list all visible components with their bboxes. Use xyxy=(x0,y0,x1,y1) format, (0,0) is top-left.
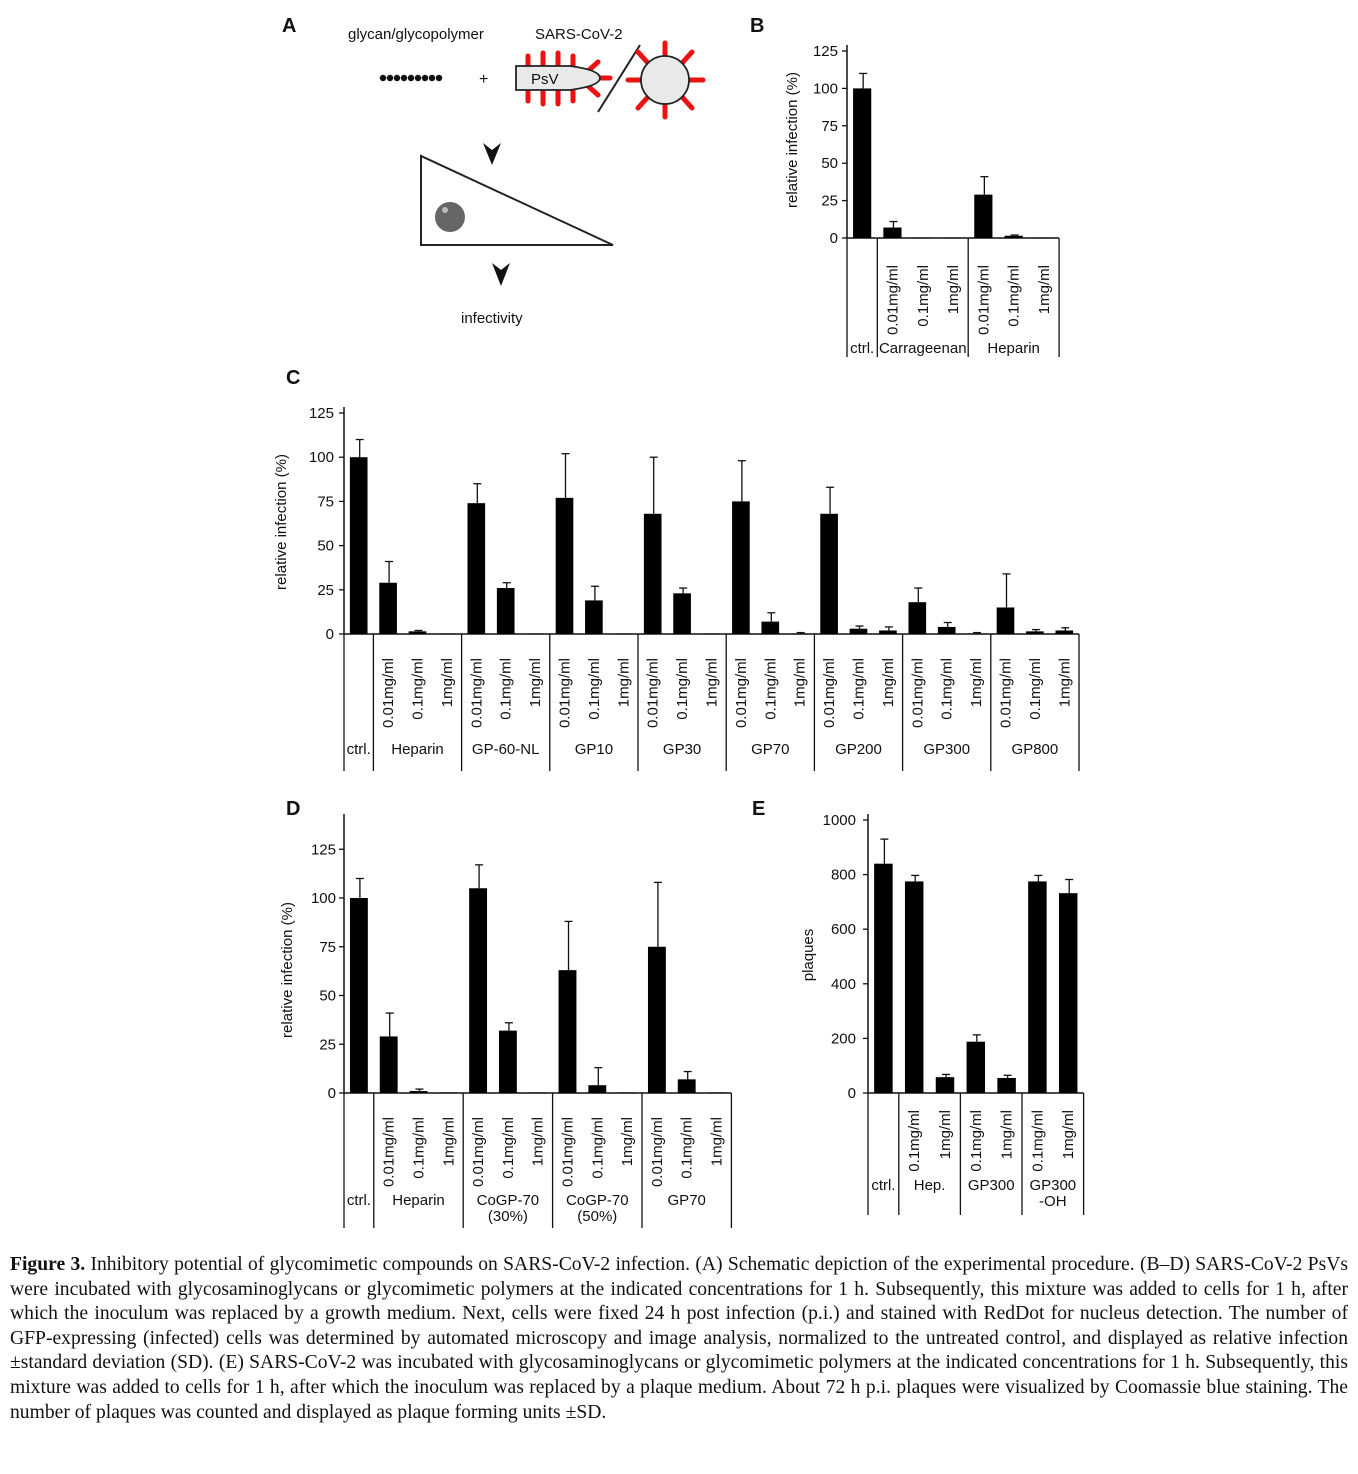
bar xyxy=(1026,631,1044,634)
group-label: CoGP-70 xyxy=(476,1192,540,1209)
bar xyxy=(1055,630,1073,634)
bar xyxy=(380,1036,398,1093)
virus-label: SARS-CoV-2 xyxy=(535,26,623,43)
y-tick-label: 0 xyxy=(327,1085,336,1102)
chart-c xyxy=(273,405,1079,771)
group-label: ctrl. xyxy=(346,1192,371,1209)
y-tick-label: 100 xyxy=(308,449,334,467)
chart-b xyxy=(784,43,1059,357)
bar xyxy=(938,627,956,634)
x-tick-label: 1mg/ml xyxy=(619,1117,637,1167)
group-label: ctrl. xyxy=(346,741,371,758)
x-tick-label: 0.01mg/ml xyxy=(556,658,574,729)
bar xyxy=(944,238,962,239)
x-tick-label: 0.01mg/ml xyxy=(559,1117,577,1188)
bar xyxy=(350,457,368,634)
x-tick-label: 0.01mg/ml xyxy=(380,658,398,729)
x-tick-label: 0.01mg/ml xyxy=(884,265,902,336)
y-tick-label: 600 xyxy=(830,921,856,939)
group-label: GP300 xyxy=(923,741,971,758)
x-tick-label: 1mg/ml xyxy=(615,658,633,708)
bar xyxy=(409,631,427,634)
y-tick-label: 25 xyxy=(821,192,838,210)
group-label: Carrageenan xyxy=(878,340,967,357)
x-tick-label: 0.1mg/ml xyxy=(678,1117,696,1179)
bar xyxy=(853,88,871,238)
bar xyxy=(614,633,632,634)
bar xyxy=(761,622,779,634)
bar xyxy=(879,630,897,634)
group-label: (30%) xyxy=(487,1208,528,1225)
y-tick-label: 125 xyxy=(812,43,838,60)
y-tick-label: 100 xyxy=(310,890,336,907)
bar xyxy=(556,498,574,634)
bar xyxy=(588,1085,606,1093)
y-tick-label: 0 xyxy=(325,626,334,643)
bar xyxy=(526,633,544,634)
bar xyxy=(997,607,1015,634)
bar xyxy=(1005,236,1023,238)
panel-letter-a: A xyxy=(282,15,297,37)
glycan-chain-icon xyxy=(380,75,442,81)
x-tick-label: 0.1mg/ml xyxy=(674,658,692,720)
x-tick-label: 1mg/ml xyxy=(529,1117,547,1167)
bar xyxy=(905,881,923,1093)
group-label: GP70 xyxy=(667,1192,706,1209)
y-tick-label: 75 xyxy=(319,938,336,956)
x-tick-label: 0.1mg/ml xyxy=(409,658,427,720)
x-tick-label: 0.1mg/ml xyxy=(906,1110,924,1172)
bar xyxy=(1059,893,1077,1093)
x-tick-label: 1mg/ml xyxy=(440,1117,458,1167)
virion-icon xyxy=(628,43,703,117)
group-label: Heparin xyxy=(392,1192,445,1209)
bar xyxy=(497,588,515,634)
x-tick-label: 0.1mg/ml xyxy=(938,658,956,720)
bar xyxy=(874,864,892,1093)
bar xyxy=(585,600,603,634)
bar xyxy=(467,503,485,634)
infectivity-label: infectivity xyxy=(461,310,523,327)
group-label: (50%) xyxy=(577,1208,618,1225)
x-tick-label: 0.01mg/ml xyxy=(468,658,486,729)
caption-label: Figure 3. xyxy=(10,1254,86,1275)
y-tick-label: 75 xyxy=(821,117,838,135)
y-tick-label: 25 xyxy=(319,1036,336,1054)
x-tick-label: 0.01mg/ml xyxy=(975,265,993,336)
x-tick-label: 0.01mg/ml xyxy=(648,1117,666,1188)
x-tick-label: 0.1mg/ml xyxy=(1026,658,1044,720)
x-tick-label: 1mg/ml xyxy=(945,265,963,315)
group-label: GP200 xyxy=(835,741,882,758)
bar xyxy=(350,898,368,1093)
x-tick-label: 0.1mg/ml xyxy=(499,1117,517,1179)
group-label: GP800 xyxy=(1011,741,1059,758)
x-tick-label: 1mg/ml xyxy=(703,658,721,708)
panel-letter-d: D xyxy=(286,798,301,820)
chart-e xyxy=(800,812,1084,1215)
bar xyxy=(499,1031,517,1093)
y-tick-label: 25 xyxy=(317,581,334,599)
nucleus-icon xyxy=(435,202,465,232)
y-tick-label: 0 xyxy=(829,230,838,247)
bar xyxy=(678,1079,696,1093)
group-label: CoGP-70 xyxy=(566,1192,629,1209)
x-tick-label: 1mg/ml xyxy=(1035,265,1053,315)
x-tick-label: 0.1mg/ml xyxy=(589,1117,607,1179)
bar xyxy=(673,593,691,634)
bar xyxy=(974,195,992,238)
x-tick-label: 0.1mg/ml xyxy=(914,265,932,327)
y-tick-label: 400 xyxy=(830,975,856,993)
x-tick-label: 0.01mg/ml xyxy=(732,658,750,729)
y-tick-label: 75 xyxy=(317,493,334,511)
psv-particle-icon xyxy=(516,53,610,104)
bar xyxy=(644,514,662,634)
bar xyxy=(559,970,577,1093)
bar xyxy=(997,1078,1015,1093)
bar xyxy=(1028,881,1046,1093)
bar xyxy=(703,633,721,634)
y-axis-title: plaques xyxy=(800,928,817,982)
x-tick-label: 0.1mg/ml xyxy=(850,658,868,720)
y-tick-label: 800 xyxy=(830,866,856,884)
bar xyxy=(618,1092,636,1093)
chart-d xyxy=(279,814,731,1228)
bar xyxy=(529,1092,547,1093)
bar xyxy=(1035,238,1053,239)
x-tick-label: 0.01mg/ml xyxy=(380,1117,398,1188)
panel-letter-c: C xyxy=(286,367,301,389)
x-tick-label: 0.1mg/ml xyxy=(410,1117,428,1179)
x-tick-label: 0.01mg/ml xyxy=(997,658,1015,729)
x-tick-label: 0.1mg/ml xyxy=(497,658,515,720)
x-tick-label: 0.01mg/ml xyxy=(909,658,927,729)
x-tick-label: 0.01mg/ml xyxy=(644,658,662,729)
x-tick-label: 0.1mg/ml xyxy=(1005,265,1023,327)
group-label: -OH xyxy=(1039,1193,1067,1210)
bar xyxy=(410,1091,428,1093)
group-label: GP30 xyxy=(662,741,702,758)
group-label: ctrl. xyxy=(850,340,875,357)
bar xyxy=(732,501,750,634)
x-tick-label: 1mg/ml xyxy=(708,1117,726,1167)
figure-caption xyxy=(10,1253,1348,1425)
bar xyxy=(708,1092,726,1093)
bar xyxy=(883,228,901,238)
y-tick-label: 125 xyxy=(310,841,336,859)
group-label: GP70 xyxy=(751,741,790,758)
bar xyxy=(379,583,397,634)
group-label: Heparin xyxy=(987,340,1040,357)
x-tick-label: 0.1mg/ml xyxy=(967,1110,985,1172)
bar xyxy=(936,1077,954,1093)
bar xyxy=(791,633,809,634)
x-tick-label: 1mg/ml xyxy=(1060,1110,1078,1160)
group-label: GP10 xyxy=(574,741,614,758)
group-label: Heparin xyxy=(391,741,444,758)
x-tick-label: 1mg/ml xyxy=(879,658,897,708)
y-tick-label: 50 xyxy=(821,155,838,173)
bar xyxy=(967,633,985,634)
bar xyxy=(438,633,456,634)
bar xyxy=(908,602,926,634)
y-axis-title: relative infection (%) xyxy=(273,454,290,590)
y-axis-title: relative infection (%) xyxy=(784,72,801,208)
x-tick-label: 0.1mg/ml xyxy=(585,658,603,720)
group-label: GP300 xyxy=(967,1177,1015,1194)
psv-label: PsV xyxy=(531,71,559,88)
bar xyxy=(439,1092,457,1093)
group-label: ctrl. xyxy=(871,1177,896,1194)
x-tick-label: 1mg/ml xyxy=(937,1110,954,1160)
bar xyxy=(469,888,487,1093)
y-tick-label: 200 xyxy=(830,1030,856,1048)
x-tick-label: 0.1mg/ml xyxy=(762,658,780,720)
x-tick-label: 0.01mg/ml xyxy=(470,1117,488,1188)
panel-letter-b: B xyxy=(750,15,765,37)
y-axis-title: relative infection (%) xyxy=(279,902,296,1038)
x-tick-label: 1mg/ml xyxy=(1056,658,1074,708)
group-label: GP300 xyxy=(1029,1177,1077,1194)
x-tick-label: 1mg/ml xyxy=(791,658,809,708)
y-tick-label: 0 xyxy=(847,1085,856,1102)
group-label: GP-60-NL xyxy=(471,741,540,758)
bar xyxy=(820,514,838,634)
x-tick-label: 1mg/ml xyxy=(438,658,456,708)
y-tick-label: 50 xyxy=(319,987,336,1005)
caption-text: Inhibitory potential of glycomimetic compounds on SARS-CoV-2 infection. (A) Schematic depiction of the experimental procedure. (B–D) SARS-CoV-2 PsVs were incubated with glycosaminoglycans or glycomimetic polymers at the indicated concentrations for 1 h. Subsequently, this mixture was added to cells for 1 h, after which the inoculum was replaced by a growth medium. Next, cells were fixed 24 h post infection (p.i.) and stained with RedDot for nucleus detection. The number of GFP-expressing (infected) cells was determined by automated microscopy and image analysis, normalized to the untreated control, and displayed as relative infection ±standard deviation (SD). (E) SARS-CoV-2 was incubated with glycosaminoglycans or glycomimetic polymers at the indicated concentrations for 1 h. Subsequently, this mixture was added to cells for 1 h, after which the inoculum was replaced by a plaque medium. About 72 h p.i. plaques were visualized by Coomassie blue staining. The number of plaques was counted and displayed as plaque forming units ±SD. xyxy=(10,1254,1348,1423)
bar xyxy=(967,1042,985,1093)
plus-sign: + xyxy=(479,71,489,88)
group-label: Hep. xyxy=(913,1177,946,1194)
x-tick-label: 1mg/ml xyxy=(998,1110,1016,1160)
y-tick-label: 100 xyxy=(812,80,838,98)
x-tick-label: 1mg/ml xyxy=(968,658,986,708)
y-tick-label: 125 xyxy=(308,405,334,422)
bar xyxy=(914,238,932,239)
y-tick-label: 50 xyxy=(317,537,334,555)
bar xyxy=(850,629,868,634)
bar xyxy=(648,947,666,1093)
panel-letter-e: E xyxy=(752,798,766,820)
x-tick-label: 1mg/ml xyxy=(527,658,545,708)
panel-a xyxy=(282,15,703,327)
x-tick-label: 0.1mg/ml xyxy=(1029,1110,1047,1172)
glycan-label: glycan/glycopolymer xyxy=(348,26,484,43)
y-tick-label: 1000 xyxy=(822,812,856,829)
x-tick-label: 0.01mg/ml xyxy=(821,658,839,729)
